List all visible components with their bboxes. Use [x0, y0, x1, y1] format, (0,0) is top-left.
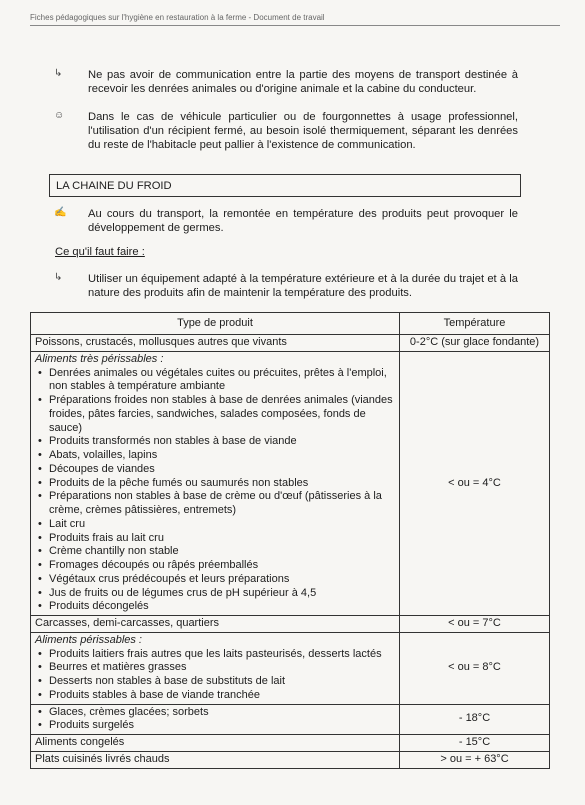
how-to-heading: Ce qu'il faut faire : [55, 246, 145, 258]
product-list [35, 706, 395, 734]
product-list [35, 367, 395, 615]
list-item: • Desserts non stables à base de substituts de lait [35, 675, 395, 689]
product-cell: Plats cuisinés livrés chauds [31, 751, 400, 768]
table-row [31, 735, 550, 752]
list-item: • Abats, volailles, lapins [35, 449, 395, 463]
list-item: • Produits surgelés [35, 719, 395, 733]
product-list [35, 648, 395, 703]
table-row [31, 632, 550, 704]
temperature-cell: 0-2°C (sur glace fondante) [400, 335, 550, 352]
list-item: • Beurres et matières grasses [35, 661, 395, 675]
table-header-row [31, 313, 550, 335]
product-cell [31, 351, 400, 615]
table-row [31, 335, 550, 352]
list-item: • Préparations non stables à base de crème ou d'œuf (pâtisseries à la crème, crèmes pâtissières, entremets) [35, 490, 395, 518]
list-item: • Préparations froides non stables à base de denrées animales (viandes froides, pâtes farcies, sandwiches, salades composées, fonds de sauce) [35, 394, 395, 435]
temperature-cell: < ou = 8°C [400, 632, 550, 704]
list-item: • Fromages découpés ou râpés préemballés [35, 559, 395, 573]
col-header-temperature: Température [400, 313, 550, 335]
table-row [31, 704, 550, 735]
temperature-cell: > ou = + 63°C [400, 751, 550, 768]
smiley-icon: ☺ [54, 110, 65, 121]
product-cell [31, 632, 400, 704]
list-item: • Crème chantilly non stable [35, 545, 395, 559]
intro-text-1: Ne pas avoir de communication entre la partie des moyens de transport destinée à recevoir les denrées animales ou d'origine animale et la cabine du conducteur. [88, 69, 518, 95]
table-row [31, 616, 550, 633]
product-cell: Aliments congelés [31, 735, 400, 752]
temperature-cell: - 18°C [400, 704, 550, 735]
writing-hand-icon: ✍ [54, 207, 67, 218]
category-label: Aliments périssables : [35, 633, 142, 646]
list-item: • Produits de la pêche fumés ou saumurés non stables [35, 477, 395, 491]
list-item: • Denrées animales ou végétales cuites ou précuites, prêtes à l'emploi, non stables à température ambiante [35, 367, 395, 395]
arrow-hand-icon: ↳ [54, 272, 63, 283]
product-cell: Poissons, crustacés, mollusques autres que vivants [31, 335, 400, 352]
list-item: • Glaces, crèmes glacées; sorbets [35, 706, 395, 720]
list-item: • Produits stables à base de viande tranchée [35, 689, 395, 703]
col-header-product: Type de produit [31, 313, 400, 335]
list-item: • Produits transformés non stables à base de viande [35, 435, 395, 449]
list-item: • Découpes de viandes [35, 463, 395, 477]
list-item: • Jus de fruits ou de légumes crus de pH supérieur à 4,5 [35, 587, 395, 601]
section-title: LA CHAINE DU FROID [49, 174, 521, 197]
product-cell [31, 704, 400, 735]
arrow-hand-icon: ↳ [54, 68, 63, 79]
list-item: • Lait cru [35, 518, 395, 532]
list-item: • Végétaux crus prédécoupés et leurs préparations [35, 573, 395, 587]
list-item: • Produits laitiers frais autres que les laits pasteurisés, desserts lactés [35, 648, 395, 662]
transport-note-text: Au cours du transport, la remontée en température des produits peut provoquer le développement de germes. [88, 208, 518, 234]
temperature-cell: < ou = 4°C [400, 351, 550, 615]
page-header: Fiches pédagogiques sur l'hygiène en restauration à la ferme - Document de travail [30, 13, 560, 26]
table-row [31, 351, 550, 615]
list-item: • Produits décongelés [35, 600, 395, 614]
product-cell: Carcasses, demi-carcasses, quartiers [31, 616, 400, 633]
table-row [31, 751, 550, 768]
temperature-table [30, 312, 550, 769]
temperature-cell: - 15°C [400, 735, 550, 752]
intro-text-2: Dans le cas de véhicule particulier ou de fourgonnettes à usage professionnel, l'utilisation d'un récipient fermé, au besoin isolé thermiquement, séparant les denrées du reste de l'habitacle peut pallier à l'existence de communication. [88, 111, 518, 151]
list-item: • Produits frais au lait cru [35, 532, 395, 546]
how-to-item-text: Utiliser un équipement adapté à la température extérieure et à la durée du trajet et à la nature des produits afin de maintenir la température des produits. [88, 273, 518, 299]
category-label: Aliments très périssables : [35, 352, 164, 365]
temperature-cell: < ou = 7°C [400, 616, 550, 633]
